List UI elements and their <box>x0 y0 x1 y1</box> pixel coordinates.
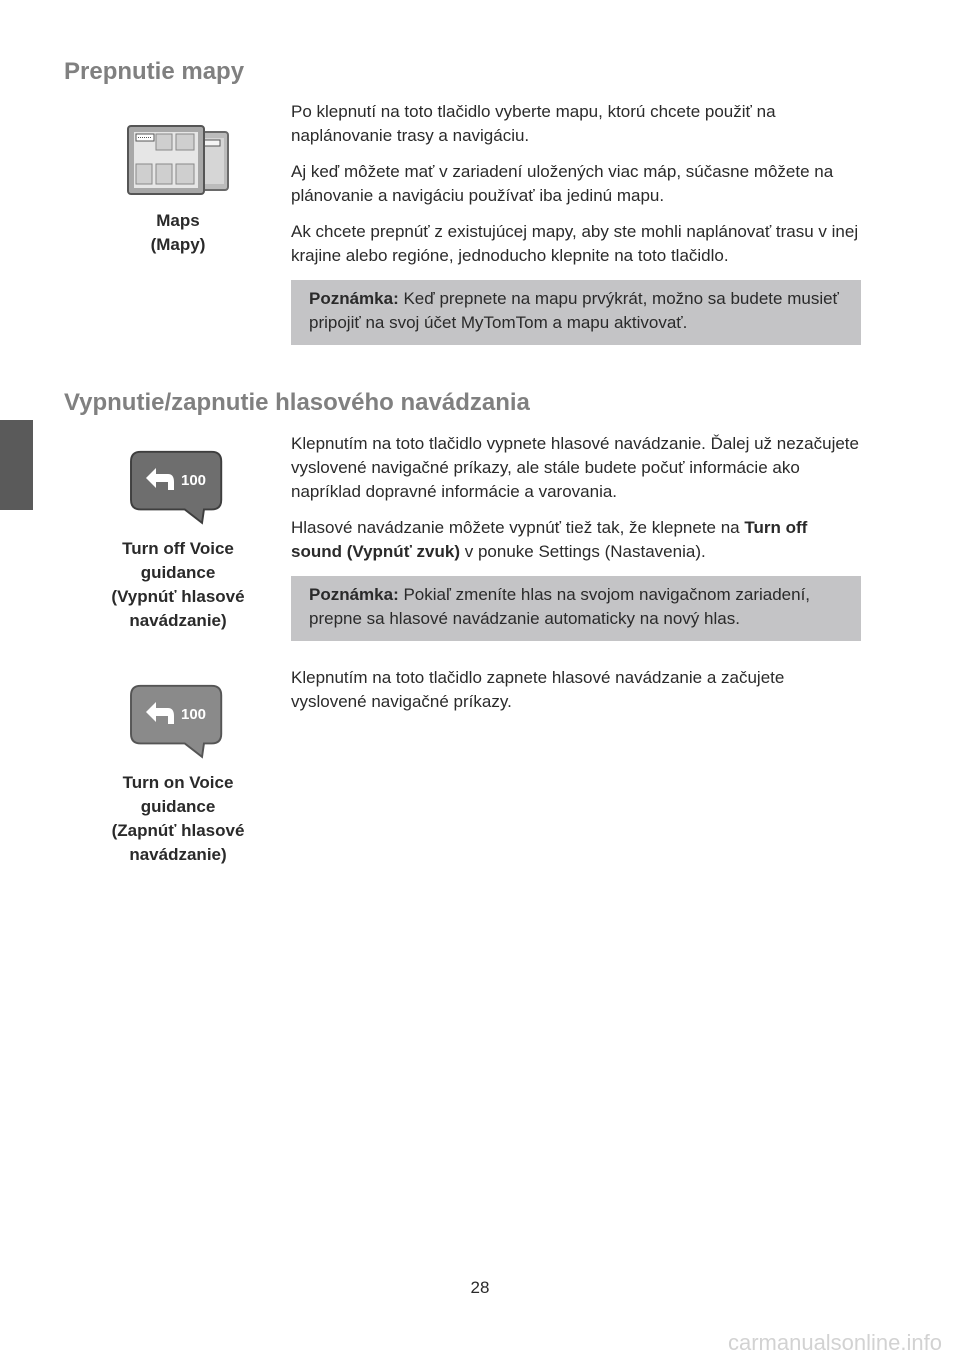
turn-off-caption-line: navádzanie) <box>129 611 227 630</box>
turn-on-caption-line: (Zapnúť hlasové <box>111 821 245 840</box>
watermark: carmanualsonline.info <box>727 1330 942 1355</box>
paragraph: Aj keď môžete mať v zariadení uložených viac máp, súčasne môžete na plánovanie a navigáciu používať iba jedinú mapu. <box>291 162 834 205</box>
turn-on-voice-text <box>291 666 861 726</box>
note-label: Poznámka: <box>309 289 399 308</box>
maps-icon <box>126 124 230 198</box>
section-title-voice-guidance: Vypnutie/zapnutie hlasového navádzania <box>64 389 530 416</box>
voice-off-icon-label: 100 <box>181 472 207 489</box>
turn-off-caption-line: (Vypnúť hlasové <box>111 587 245 606</box>
turn-off-caption-line: Turn off Voice <box>122 539 234 558</box>
maps-caption-en: Maps <box>156 211 200 230</box>
turn-on-caption-line: guidance <box>140 797 216 816</box>
paragraph: Klepnutím na toto tlačidlo vypnete hlasové navádzanie. Ďalej už nezačujete vyslovené navigačné príkazy, ale stále budete počuť informácie ako napríklad dopravné informácie a varovania. <box>291 434 859 501</box>
section-title-switch-map: Prepnutie mapy <box>64 58 245 85</box>
turn-off-voice-text <box>291 432 861 653</box>
chapter-tab <box>0 420 33 510</box>
voice-guidance-off-icon <box>128 448 228 528</box>
maps-caption-sk: (Mapy) <box>150 235 206 254</box>
turn-on-caption-line: Turn on Voice <box>122 773 234 792</box>
paragraph-text: v ponuke Settings (Nastavenia). <box>460 542 706 561</box>
page-number: 28 <box>470 1278 490 1297</box>
turn-on-caption-line: navádzanie) <box>129 845 227 864</box>
voice-on-icon-label: 100 <box>181 706 207 723</box>
voice-guidance-on-icon <box>128 682 228 762</box>
paragraph: Klepnutím na toto tlačidlo zapnete hlasové navádzanie a začujete vyslovené navigačné príkazy. <box>291 668 785 711</box>
turn-off-sound-menu-name: Turn off sound (Vypnúť zvuk) <box>291 518 808 561</box>
paragraph-text: Hlasové navádzanie môžete vypnúť tiež tak, že klepnete na <box>291 518 745 537</box>
switch-map-text <box>291 100 861 357</box>
maps-button[interactable] <box>88 124 268 257</box>
note-label: Poznámka: <box>309 585 399 604</box>
paragraph: Ak chcete prepnúť z existujúcej mapy, aby ste mohli naplánovať trasu v inej krajine alebo regióne, jednoducho klepnite na toto tlačidlo. <box>291 222 859 265</box>
note-text: Keď prepnete na mapu prvýkrát, možno sa budete musieť pripojiť na svoj účet MyTomTom a mapu aktivovať. <box>309 289 839 332</box>
paragraph <box>291 516 861 564</box>
turn-on-voice-guidance-button[interactable] <box>88 682 268 867</box>
turn-off-caption-line: guidance <box>140 563 216 582</box>
note-box <box>291 280 861 345</box>
note-box <box>291 576 861 641</box>
turn-off-voice-guidance-button[interactable] <box>88 448 268 633</box>
note-text: Pokiaľ zmeníte hlas na svojom navigačnom zariadení, prepne sa hlasové navádzanie automaticky na nový hlas. <box>309 585 811 628</box>
paragraph: Po klepnutí na toto tlačidlo vyberte mapu, ktorú chcete použiť na naplánovanie trasy a navigáciu. <box>291 102 776 145</box>
